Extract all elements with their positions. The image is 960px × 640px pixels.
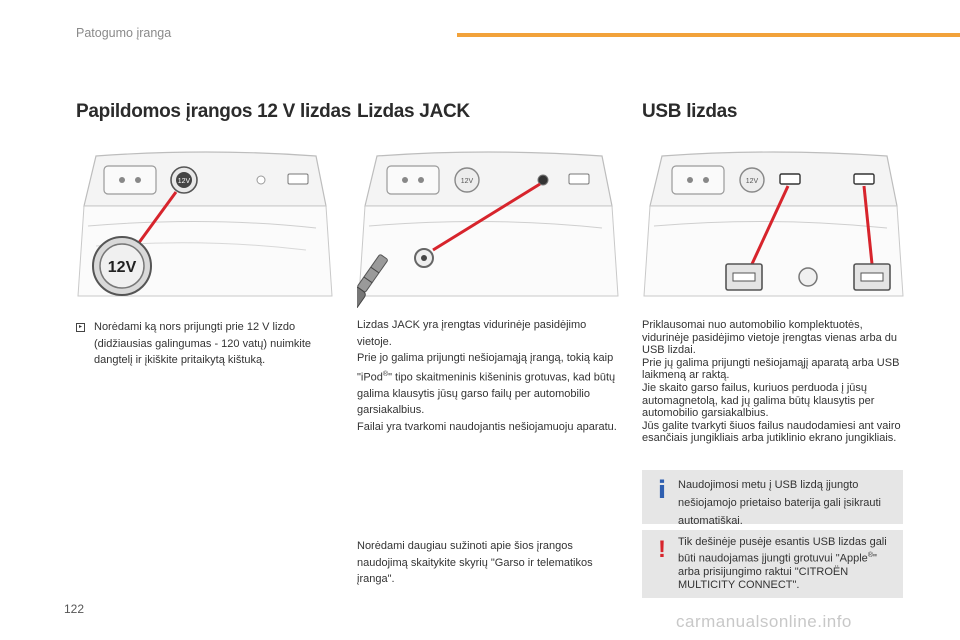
- section-text-jack: [357, 317, 622, 435]
- jack-paragraph-3: Failai yra tvarkomi naudojantis nešiojamuoju aparatu.: [357, 420, 617, 433]
- watermark: carmanualsonline.info: [676, 612, 852, 631]
- page-number: 122: [64, 602, 85, 616]
- jack-paragraph-1: Lizdas JACK yra įrengtas vidurinėje pasidėjimo vietoje.: [357, 319, 587, 348]
- section-title-jack: Lizdas JACK: [357, 101, 470, 122]
- warning-note-text: Tik dešinėje pusėje esantis USB lizdas gali būti naudojamas įjungti grotuvui "Apple®" arba prisijungimo raktui "CITROËN MULTICITY CONNECT".: [678, 536, 887, 591]
- square-bullet-icon: ▸: [76, 323, 85, 332]
- section-text-usb: [642, 319, 907, 445]
- cap-label-small: 12V: [177, 178, 191, 185]
- cap-label-large: 12V: [107, 259, 137, 276]
- chapter-title: Patogumo įranga: [76, 26, 172, 40]
- warning-note: [642, 530, 903, 598]
- info-note-text: Naudojimosi metu į USB lizdą įjungto nešiojamojo prietaiso baterija gali įsikrauti automatiškai.: [678, 479, 881, 527]
- jack-panel-12v-label: 12V: [460, 178, 474, 185]
- socket-12v-illustration: [76, 146, 334, 308]
- warning-icon: !: [658, 536, 666, 563]
- usb-paragraph-3: Jie skaito garso failus, kuriuos perduoda į jūsų automagnetolą, kad jų galima būtų klausytis per automobilio garsiakalbius.: [642, 381, 875, 420]
- section-title-12v: Papildomos įrangos 12 V lizdas: [76, 101, 352, 122]
- usb-paragraph-2: Prie jų galima prijungti nešiojamąjį aparatą arba USB laikmeną ar raktą.: [642, 356, 900, 382]
- registered-mark: ®: [867, 552, 873, 559]
- chapter-accent-bar: [457, 33, 960, 37]
- registered-mark: ®: [382, 370, 389, 378]
- info-note: [642, 470, 903, 527]
- section-text-12v: ▸ Norėdami ką nors prijungti prie 12 V lizdo (didžiausias galingumas - 120 vatų) nuimkite dangtelį ir įkiškite pritaikytą kištuką.: [76, 319, 326, 369]
- jack-illustration: [357, 146, 620, 308]
- usb-illustration: [642, 146, 904, 308]
- jack-footer-text: Norėdami daugiau sužinoti apie šios įrangos naudojimą skaitykite skyrių "Garso ir telematikos įranga".: [357, 540, 593, 585]
- section-title-usb: USB lizdas: [642, 101, 738, 122]
- usb-panel-12v-label: 12V: [745, 178, 759, 185]
- usb-paragraph-4: Jūs galite tvarkyti šiuos failus naudodamiesi ant vairo esančiais jungikliais arba jutiklinio ekrano jungikliais.: [642, 419, 901, 445]
- jack-paragraph-2: Prie jo galima prijungti nešiojamąją įrangą, tokią kaip "iPod®" tipo skaitmeninis kišeninis grotuvas, kad būtų galima klausytis jūsų garso failų per automobilio garsiakalbius.: [357, 352, 616, 417]
- info-icon: i: [657, 476, 667, 504]
- usb-paragraph-1: Priklausomai nuo automobilio komplektuotės, vidurinėje pasidėjimo vietoje įrengtas vienas arba du USB lizdai.: [642, 319, 897, 357]
